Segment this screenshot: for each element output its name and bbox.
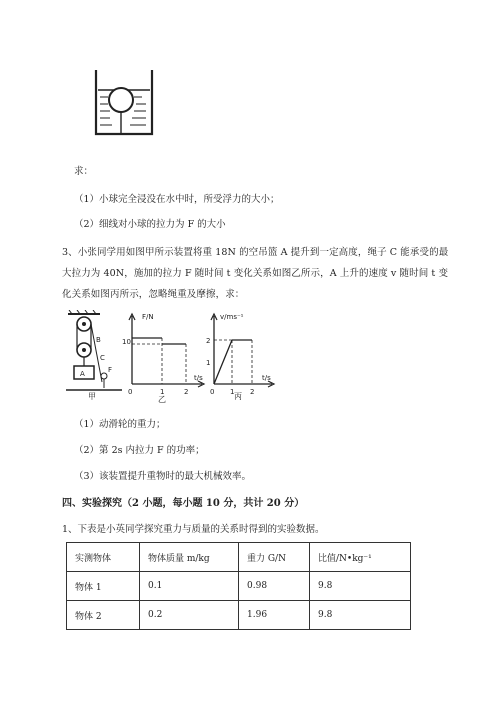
velocity-graph-xlabel: t/s [262,374,271,382]
velocity-graph-ytick-2: 2 [206,337,211,345]
figure-caption-jia: 甲 [88,392,96,401]
table-header-cell: 物体质量 m/kg [140,543,239,572]
table-cell: 0.1 [140,572,239,601]
velocity-graph-xtick-2: 2 [250,388,255,396]
q4-1-stem: 1、下表是小英同学探究重力与质量的关系时得到的实验数据。 [62,524,325,535]
q3-item-2: （2）第 2s 内拉力 F 的功率； [74,445,205,456]
question-ask: 求： [74,166,94,177]
force-graph-xlabel: t/s [194,374,203,382]
force-graph-xtick-0: 0 [128,388,133,396]
figure-caption-yi: 乙 [158,395,166,404]
table-cell: 9.8 [310,601,411,630]
table-row [67,601,411,630]
table-cell: 0.2 [140,601,239,630]
data-table [66,542,411,630]
table-cell: 9.8 [310,572,411,601]
table-cell: 物体 1 [67,572,140,601]
table-cell: 物体 2 [67,601,140,630]
pulley-label-b: B [96,336,101,344]
velocity-graph-ylabel: v/ms⁻¹ [220,313,244,321]
table-header-cell: 实测物体 [67,543,140,572]
velocity-graph-ytick-1: 1 [206,359,211,367]
pulley-label-c: C [100,354,105,362]
force-graph-ylabel: F/N [142,313,154,321]
q3-item-1: （1）动滑轮的重力； [74,419,166,430]
q2-item-1: （1）小球完全浸没在水中时，所受浮力的大小； [74,194,280,205]
velocity-graph-xtick-0: 0 [210,388,215,396]
table-row [67,572,411,601]
pulley-label-a: A [80,370,85,378]
q3-stem: 3、小张同学用如图甲所示装置将重 18N 的空吊篮 A 提升到一定高度，绳子 C 能承受的最大拉力为 40N，施加的拉力 F 随时间 t 变化关系如图乙所示，A 上升的速度 v 随时间 t 变化关系如图丙所示，忽略绳重及摩擦，求： [62,247,449,300]
force-graph-xtick-2: 2 [184,388,189,396]
force-graph-xtick-1: 1 [160,388,165,396]
pulley-figure [64,310,124,400]
q3-item-3: （3）该装置提升重物时的最大机械效率。 [74,471,252,482]
table-header-cell: 比值/N•kg⁻¹ [310,543,411,572]
table-cell: 0.98 [239,572,310,601]
table-header-row [67,543,411,572]
figure-caption-bing: 丙 [234,392,242,401]
beaker-figure [90,66,160,138]
section-title: 四、实验探究（2 小题，每小题 10 分，共计 20 分） [62,498,305,509]
pulley-label-f: F [108,366,113,374]
table-cell: 1.96 [239,601,310,630]
force-graph-ytick: 10 [122,338,131,346]
table-header-cell: 重力 G/N [239,543,310,572]
force-time-graph [118,310,210,398]
velocity-graph-xtick-1: 1 [230,388,235,396]
q2-item-2: （2）细线对小球的拉力为 F 的大小 [74,219,226,230]
velocity-time-graph [200,310,280,398]
